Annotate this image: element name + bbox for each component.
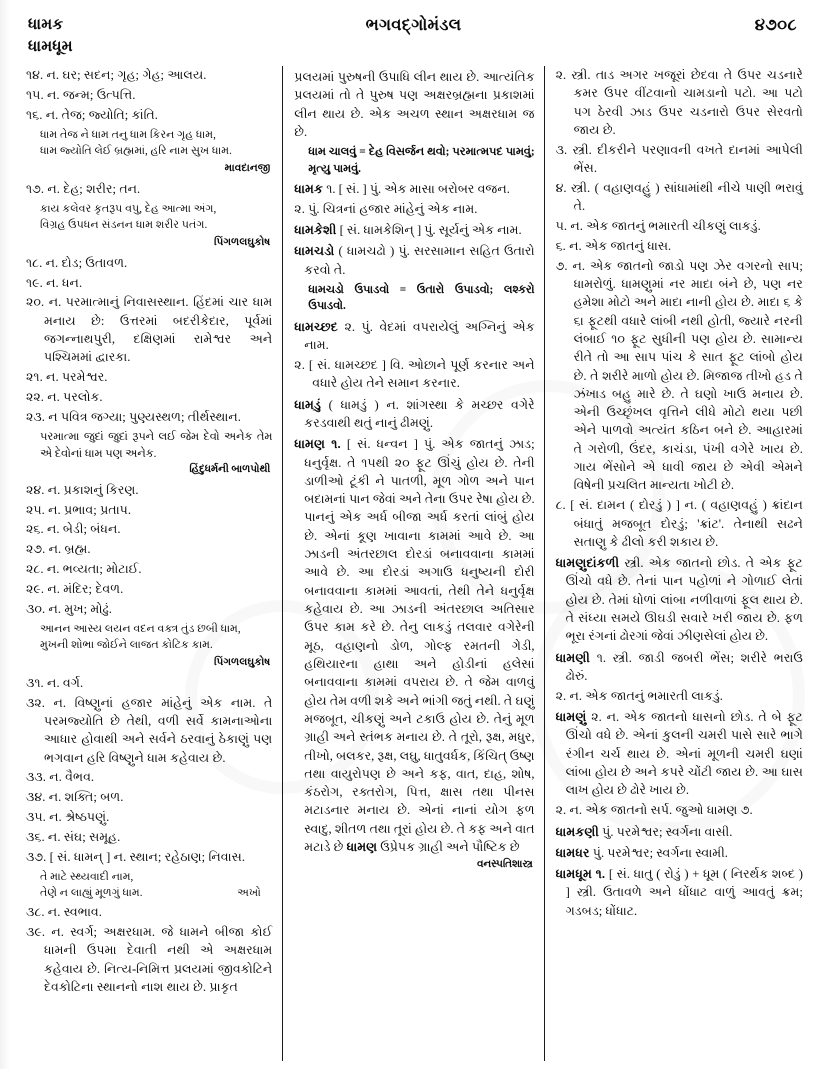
sense-3: ૩. સ્ત્રી. દીકરીને પરણાવની વખતે દાનમાં આપેલી ભેંસ. [555,142,803,176]
prose-attribution-1: હિંદુધર્મની બાળપોથી [189,463,271,475]
column-2 [282,66,544,1061]
sense-33: ૩૩. ન. વૈભવ. [26,770,95,785]
headword: ધામચડો [294,244,335,259]
sense-35: ૩૫. ન. શ્રેષ્ઠપણું. [26,810,110,824]
sense-1: ૧. [ સં. ] પું. એક માસા બરોબર વજન. [326,182,510,196]
running-head [20,14,807,66]
headword: ધામણું [555,710,587,725]
etymology: [ સં. ધામકેશિન્ ] [339,223,422,238]
headword: ધામકણી [555,824,600,839]
prose-quotation-1: પરમાત્મા જુદાં જુદાં રૂપને લઈ જેમ દેવો અનેક તેમ એ દેવોનાં ધામ પણ અનેક. [40,431,273,460]
sense-30: ૩૦. ન. મુખ; મોઢું. [26,601,112,616]
etymology: [ સં. ધાતુ ( રોડું ) + ધૂમ ( નિરર્થક શબ્દ ) ] [565,867,803,900]
sense-26: ૨૬. ન. બેડી; બંધન. [26,522,121,537]
entry-dhamandu [294,396,534,433]
entry-dhaman-attribution: વનસ્પતિશાસ્ત્ર [476,858,533,870]
sense-4: ૪. સ્ત્રી. ( વહાણવહું ) સાંધામાંથી નીચે પાણી ભરાવું તે. [555,180,803,214]
idiom-dham-chalavu [294,144,534,177]
definition: સ્ત્રી. ઉતાવળે અને ધોંધાટ વાળું આવતું ક્રમ; ગડબડ; ધોંધાટ. [565,885,803,918]
page-number: ૪૭૦૮ [754,15,797,34]
verse-line: ધામ તેજ ને ધામ તનુ ધામ કિરન ગૃહ ધામ, [40,128,216,141]
verse-line [40,885,272,901]
idiom-text: ધામચડો ઉપાડવો = ઉતારો ઉપાડવો; લશ્કરો ઉપાડવો. [308,284,535,313]
sense-20: ૨૦. ન. પરમાત્માનું નિવાસસ્થાન. હિંદમાં ચાર ધામ મનાય છે: ઉત્તરમાં બદરીકેદાર, પૂર્વમાં જગન્નાથપુરી, દક્ષિણમાં રામેશ્વર અને પશ્ચિમમાં દ્વારકા. [26,295,273,365]
sense-32: ૩૨. ન. વિષ્ણુનાં હજાર માંહેનું એક નામ. તે પરમજ્યોતિ છે તેથી, વળી સર્વે કામનાઓના આધાર હોવાથી અને સર્વને ઠરવાનું ઠેકાણું પણ ભગવાન હરિ વિષ્ણુને ધામ કહેવાય છે. [26,695,273,765]
sense-1: ૧. સ્ત્રી. જાડી જબરી ભેંસ; શરીરે ભરાઉ ઢોરું. [565,650,803,683]
headword: ધામધૂમ [555,867,592,882]
headword: ધામણી [555,650,591,665]
verse-attribution-2: પિંગળલઘુકોષ [214,237,271,249]
sense-21: ૨૧. ન. પરમેશ્વર. [26,370,108,385]
definition: સ્ત્રી. એક જાતનો છોડ. તે એક ફૂટ ઊંચો વધે છે. તેનાં પાન પહોળાં ને ગોળાઈ લેતાં હોય છે. તેમાં ધોળાં લાંબા નળીવાળાં ફૂલ થાય છે. તે સંધ્યા સમયે ઊઘડી સવારે ખરી જાય છે. ફળ ભૂરા રંગનાં ઢોરગાં જેવાં ઝીણસેલાં હોય છે. [565,556,803,644]
sense-18: ૧૮. ન. દોડ; ઉતાવળ. [26,255,128,270]
sense-28: ૨૮. ન. ભવ્યતા; મોટાઈ. [26,562,142,577]
sense-23: ૨૩. ન પવિત્ર જગ્યા; પુણ્યસ્થળ; તીર્થસ્થાન. [26,409,241,424]
sense-22: ૨૨. ન. પરલોક. [26,390,103,404]
headword: ધામણુદાંકળી [555,556,620,571]
variant-form: ( ધામચઢો ) [338,244,395,259]
definition: પું. એક જાતનું ઝાડ; ધનુર્વૃક્ષ. તે ૧૫થી ૨૦ ફૂટ ઊંચું હોય છે. તેની ડાળીઓ ટૂંકી ને પાતળી, મૂળ ગોળ અને પાન બદામનાં પાન જેવાં અને તેના ઉપર રેષા હોય છે. પાનનું એક અર્ધ બીજા અર્ધ કરતાં લાંબું હોય છે. એનાં કૂણ ખાવાના કામમાં આવે છે. આ ઝાડની અંતરછાલ દોરડાં બનાવવાના કામમાં આવે છે. આ દોરડાં અગાઉ ધનુષ્યની દોરી બનાવવાના કામમાં આવતાં, તેથી તેને ધનુર્વૃક્ષ કહેવાય છે. આ ઝાડની અંતરછાલ અતિસાર ઉપર કામ કરે છે. તેનુ લાકડું તલવાર વગેરેની મૂઠ, વહાણનો ડોળ, ગોલ્ફ રમતની ગેડી, હથિયારના હાથા અને હોડીનાં હલેસાં બનાવવાના કામમાં વપરાય છે. તે જેમ વાળવું હોય તેમ વળી શકે અને ભાંગી જતું નથી. તે ઘણું મજબૂત, ચીકણું અને ટકાઉ હોય છે. તેનું મૂળ ગ્રાહી અને સ્તંભક મનાય છે. તે તૂરો, રૂક્ષ, મધુર, તીખો, બલકર, રૂક્ષ, લઘુ, ધાતુવર્ધક, કિંચિત્ ઉષ્ણ તથા વાયુરોપણ છે અને કફ, વાત, દાહ, શોષ, કંઠરોગ, રક્તરોગ, પિત્ત, ક્ષાસ તથા પીનસ મટાડનાર મનાય છે. એનાં નાનાં યોગ ફળ સ્વાદુ, શીતળ તથા તૂરાં હોય છે. તે કફ અને વાત મટાડે છે [304,437,535,855]
sense-17: ૧૭. ન. દેહ; શરીર; તન. [26,181,141,196]
headword: ધામક [294,182,324,196]
paragraph-continuation: પ્રલયમાં પુરુષની ઉપાધિ લીન થાય છે. આત્યંતિક પ્રલયમાં તો તે પુરુષ પણ અક્ષરબ્રહ્મના પ્રકાશમાં લીન થાય છે. એક અચળ સ્થાન અક્ષરધામ જ છે. [294,70,535,139]
entry-dhamachchhad-sense-2: ૨. [ સં. ધામચ્છદ ] વિ. ઓછાને પૂર્ણ કરનાર અને વધારે હોય તેને સમાન કરનાર. [294,357,535,391]
sense-19: ૧૯. ન. ધન. [26,275,83,290]
sense-29: ૨૯. ન. મંદિર; દેવળ. [26,581,124,596]
sense-34: ૩૪. ન. શક્તિ; બળ. [26,790,124,805]
sense-15: ૧૫. ન. જન્મ; ઉત્પત્તિ. [26,87,136,102]
verse-line: ધામ જ્યોતિ લેઈ બ્રહ્મમાં, હરિ નામ સુખ ધામ. [40,145,232,158]
column-3 [545,66,807,1061]
verse-quotation-4 [26,869,272,901]
definition: પું. પરમેશ્વર; સ્વર્ગના સ્વામી. [592,845,728,860]
idiom-headword: ધામ ચાલવું = દેહ વિસર્જન થવો; પરમાત્મપદ પામવું; મૃત્યુ પામવું. [308,146,535,175]
headword: ધામડું [294,397,322,412]
entry-dhamani-sense-2: ૨. ન. એક જાતનું ભમારતી લાકડું. [555,688,723,703]
sense-2: ૨. સ્ત્રી. તાડ અગર ખજૂરાં છેદવા તે ઉપર ચડનારે કમર ઉપર વીંટવાનો ચામડાનો પટો. આ પટો પગ ઠેરવી ઝાડ ઉપર ચડનારો ઉપર સેરવતો જાય છે. [555,68,803,137]
headword: ધામધર [555,845,590,860]
guideword-last: ધામધૂમ [28,38,73,55]
definition-closing-headword: ધામણ [346,840,378,855]
headword: ધામણ [294,437,326,452]
definition: પું. પરમેશ્વર; સ્વર્ગના વાસી. [602,824,733,839]
entry-dhamak [294,180,534,198]
sense-number: ૧. [595,867,606,882]
verse-quotation-2 [26,201,272,233]
entry-dhamadhar [556,844,803,862]
etymology: [ સં. ધન્વન ] [346,437,418,452]
headword: ધામકેશી [294,223,337,238]
sense-number: ૧. [331,437,341,452]
verse-line: વિગ્રહ ઉપધન સંડનન ધામ શરીર પતંગ. [40,219,208,232]
sense-7: ૭. ન. એક જાતનો જાડો પણ ઝેર વગરનો સાપ; ધામરોળું. ધામણુમાં નર માદા બંને છે, પણ નર હમેશા મોટો અને માદા નાની હોય છે. માદા ૬ કે ૬ા ફૂટથી વધારે લાંબી નથી હોતી, જ્યારે નરની લંબાઈ ૧૦ ફૂટ સુધીની પણ હોય છે. સામાન્ય રીતે તો આ સાપ પાંચ કે સાત ફૂટ લાંબો હોય છે. તે શરીરે માળો હોય છે. મિજાજ તીખો હડ તે ઝંખાડ બહુ મારે છે. તે ઘણો ખાઉ મનાય છે. એની ઉચ્છૃંખલ વૃત્તિને લીધે મોટો થયા પછી એને પાળવો અત્યંત કઠિન બને છે. આહારમાં તે ગરોળી, ઉંદર, કાચંડા, પંખી વગેરે ખાય છે. ગાય ભેંસોને એ ધાવી જાય છે એવી એમને વિષેની પ્રચલિત માન્યતા ખોટી છે. [555,258,803,493]
verse-line: આનન આસ્ય લયન વદન વક્ત્ર તુંડ છબી ધામ, [40,623,241,636]
definition: પું. સૂર્યનું એક નામ. [424,223,522,238]
entry-dhamadhum [556,865,803,920]
verse-quotation-1 [26,127,272,159]
sense-27: ૨૭. ન. બ્રહ્મ. [26,542,91,557]
sense-1: ૨. ન. એક જાતનો ધાસનો છોડ. તે બે ફૂટ ઊંચો વધે છે. એનાં કુલની ચમરી પાસે સારે ભાગે રંગીન ચર્ચ થાય છે. એનાં મૂળની ચમરી ઘણાં લાંબા હોય છે અને કપરે ચોંટી જાય છે. આ ઘાસ લાખ હોય છે ઢોરે ખાય છે. [565,710,803,798]
entry-dhamanu-sense-2: ૨. ન. એક જાતનો સર્પ. જુઓ ધામણ ૭. [555,803,753,818]
sense-31: ૩૧. ન. વર્ગ. [26,675,84,690]
sense-6: ૬. ન. એક જાતનું ધાસ. [555,238,672,253]
sense-1: ૨. પું. વેદમાં વપરાયેલું અગ્નિનું એક નામ. [304,319,535,353]
entry-dhaman [294,435,534,856]
sense-24: ૨૪. ન. પ્રકાશનું કિરણ. [26,482,139,497]
verse-line: મુખની શોભા જોઈને લાજત કોટિક કામ. [40,639,213,652]
verse-line: તે માટે સ્થ્યવાદી નામ, [40,870,134,883]
verse-line-text: તેણે ન લાહ્યું મૂળગું ધામ. [40,887,143,900]
page-edge-shadow [0,0,10,1069]
entry-dhamakeshi [294,221,534,239]
entry-dhamanudankali [556,554,803,646]
verse-attribution-3: પિંગળલઘુકોષ [214,657,271,669]
verse-attribution-4: અખો [237,887,261,900]
sense-36: ૩૬. ન. સંઘ; સમૂહ. [26,829,121,844]
entry-dhamani [556,649,803,686]
definition-closing: ઉપ્રેપક ગ્રાહી અને પૌષ્ટિક છે [380,840,520,855]
sense-5: ૫. ન. એક જાતનું ભમારતી ચીકણું લાકડું. [555,219,761,233]
sense-8: ૮. [ સં. દામન ( દોરડું ) ] ન. ( વહાણવહું ) ક્રાંદાન બંધાતું મજબૂત દોરડું; 'ક્રાંટ'. તેનાથી સઢને સતાણુ કે ઢીલો કરી શકાય છે. [555,498,803,549]
idiom-dhamchado-upadvo [294,282,534,315]
guideword-first: ધામક [28,16,64,33]
sense-38: ૩૮. ન. સ્વભાવ. [26,905,102,920]
definition: ન. શાંગસ્થા કે મચ્છર વગેરે કરડવાથી થતું નાનું ઢીમણું. [304,397,535,430]
headword: ધામચ્છદ [294,319,338,334]
sense-39: ૩૯. ન. સ્વર્ગ; અક્ષરધામ. જે ધામને બીજા કોઈ ધામની ઉપમા દેવાતી નથી એ અક્ષરધામ કહેવાય છે. નિત્ય-નિમિત્ત પ્રલયમાં જીવકોટિને દેવકોટિના સ્થાનનો નાશ થાય છે. પ્રાકૃત [26,925,273,995]
sense-25: ૨૫. ન. પ્રભાવ; પ્રતાપ. [26,502,132,517]
verse-attribution-1: માવદાનજી [224,163,271,175]
verse-quotation-3 [26,621,272,653]
sense-37: ૩૭. [ સં. ધામન્ ] ન. સ્થાન; રહેઠાણ; નિવાસ. [26,849,245,864]
book-title: ભગવદ્ગોમંડલ [365,15,462,34]
verse-line: કાય કલેવર કૃતરૂપ વપુ, દેહ આત્મા અંગ, [40,203,217,216]
entry-dhamachchhad [294,318,534,355]
entry-dhamchado [294,242,534,279]
definition: પું. સરસામાન સહિત ઉતારો કરવો તે. [304,244,535,277]
entry-dhamaknani [556,823,803,841]
variant-form: ( ધામડું ) [328,397,379,412]
column-container [20,66,807,1061]
column-1 [20,66,282,1061]
entry-dhamanu [556,708,803,800]
entry-dhamak-sense-2: ૨. પું. ચિત્રનાં હજાર માંહેનું એક નામ. [294,201,478,216]
sense-14: ૧૪. ન. ઘર; સદન; ગૃહ; ગેહ; આલય. [26,68,207,82]
sense-16: ૧૬. ન. તેજ; જ્યોતિ; કાંતિ. [26,107,158,122]
